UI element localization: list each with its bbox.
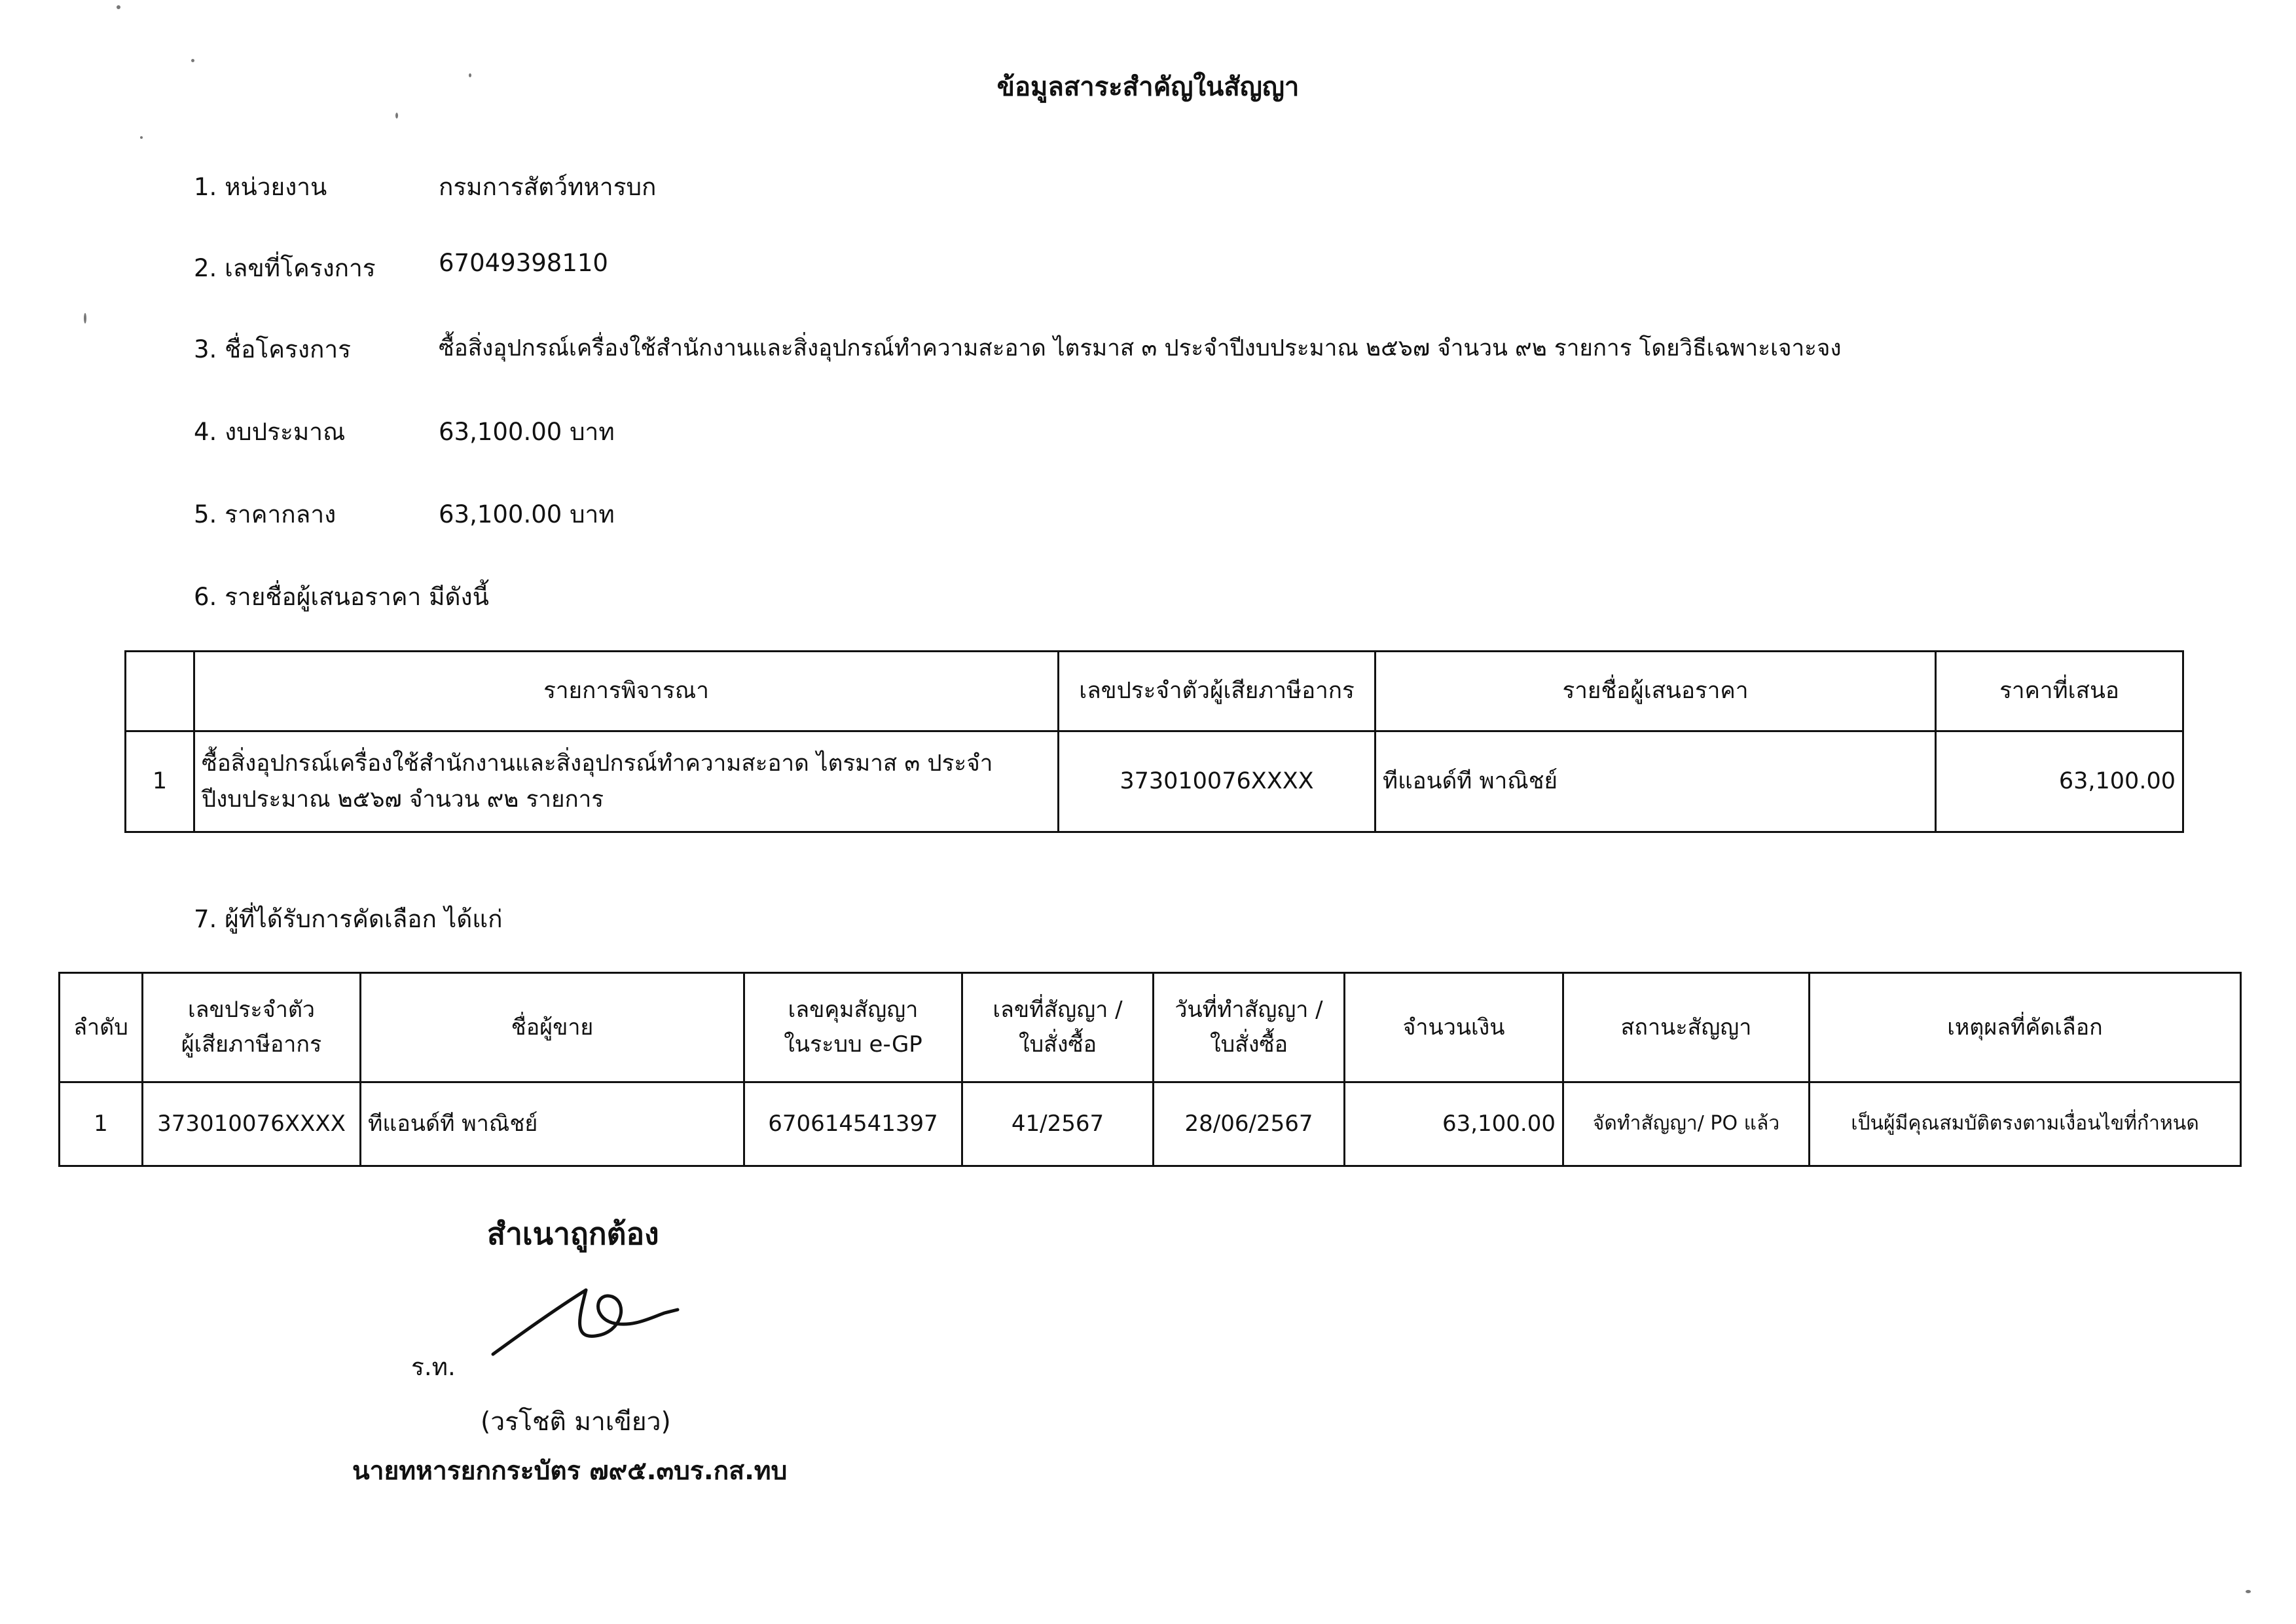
winner-row-status: จัดทำสัญญา/ PO แล้ว xyxy=(1563,1082,1810,1166)
item-4-label: 4. งบประมาณ xyxy=(194,418,346,446)
winners-header-row xyxy=(60,973,2241,1082)
winners-header-egp xyxy=(744,973,962,1082)
winner-row-contract-no: 41/2567 xyxy=(962,1082,1154,1166)
winners-header-order xyxy=(60,973,143,1082)
bidders-header-price: ราคาที่เสนอ xyxy=(1936,652,2183,731)
item-1-label: 1. หน่วยงาน xyxy=(194,173,327,201)
winners-table xyxy=(58,972,2242,1167)
winners-header-egp-line1: เลขคุมสัญญา xyxy=(788,997,919,1024)
winners-header-contract-no xyxy=(962,973,1154,1082)
winners-header-egp-line2: ในระบบ e-GP xyxy=(784,1031,922,1058)
bidders-header-row xyxy=(126,652,2183,731)
winner-row-tax-id: 373010076XXXX xyxy=(143,1082,361,1166)
signer-position: นายทหารยกกระบัตร ๗๙๕.๓บร.กส.ทบ xyxy=(352,1456,788,1486)
winners-heading: 7. ผู้ที่ได้รับการคัดเลือก ได้แก่ xyxy=(194,905,503,933)
winners-header-contract-no-line1: เลขที่สัญญา / xyxy=(993,997,1123,1024)
winner-row-amount: 63,100.00 xyxy=(1345,1082,1563,1166)
winners-header-contract-no-line2: ใบสั่งซื้อ xyxy=(1018,1031,1097,1058)
bidders-table xyxy=(124,650,2184,833)
winners-header-contract-date xyxy=(1154,973,1345,1082)
scan-speck xyxy=(140,136,143,139)
certified-copy-stamp: สำเนาถูกต้อง xyxy=(487,1216,659,1251)
item-3-label: 3. ชื่อโครงการ xyxy=(194,335,352,363)
bidder-row-item-line2: ปีงบประมาณ ๒๕๖๗ จำนวน ๙๒ รายการ xyxy=(202,786,604,813)
document-title: ข้อมูลสาระสำคัญในสัญญา xyxy=(996,72,1300,102)
table-row xyxy=(60,1082,2241,1166)
item-2-label: 2. เลขที่โครงการ xyxy=(194,254,376,282)
bidders-header-tax-id: เลขประจำตัวผู้เสียภาษีอากร xyxy=(1059,652,1376,731)
signer-rank: ร.ท. xyxy=(411,1353,456,1381)
winner-row-contract-date: 28/06/2567 xyxy=(1154,1082,1345,1166)
winners-header-seller-text: ชื่อผู้ขาย xyxy=(511,1014,594,1041)
bidder-row-item-line1: ซื้อสิ่งอุปกรณ์เครื่องใช้สำนักงานและสิ่งอุปกรณ์ทำความสะอาด ไตรมาส ๓ ประจำ xyxy=(202,750,993,777)
winners-header-reason xyxy=(1810,973,2241,1082)
winners-header-contract-date-line1: วันที่ทำสัญญา / xyxy=(1175,997,1323,1024)
winner-row-seller: ทีแอนด์ที พาณิชย์ xyxy=(361,1082,744,1166)
winners-header-reason-text: เหตุผลที่คัดเลือก xyxy=(1947,1014,2103,1041)
scan-speck xyxy=(2246,1590,2251,1593)
signature xyxy=(488,1277,684,1362)
scan-speck xyxy=(191,59,194,62)
item-2-value: 67049398110 xyxy=(439,249,608,277)
bidders-header-bidder: รายชื่อผู้เสนอราคา xyxy=(1376,652,1936,731)
winners-header-seller xyxy=(361,973,744,1082)
bidder-row-name: ทีแอนด์ที พาณิชย์ xyxy=(1376,731,1936,832)
bidder-row-price: 63,100.00 xyxy=(1936,731,2183,832)
item-3-value: ซื้อสิ่งอุปกรณ์เครื่องใช้สำนักงานและสิ่งอุปกรณ์ทำความสะอาด ไตรมาส ๓ ประจำปีงบประมาณ ๒๕๖๗ จำนวน ๙๒ รายการ โดยวิธีเฉพาะเจาะจง xyxy=(439,335,1842,361)
bidder-row-item xyxy=(194,731,1059,832)
scan-speck xyxy=(84,313,86,323)
winners-header-tax-id-line1: เลขประจำตัว xyxy=(188,997,315,1024)
winners-header-status xyxy=(1563,973,1810,1082)
bidder-row-tax-id: 373010076XXXX xyxy=(1059,731,1376,832)
item-4-value: 63,100.00 บาท xyxy=(439,418,615,446)
signer-name: (วรโชติ มาเขียว) xyxy=(481,1407,671,1437)
bidders-heading: 6. รายชื่อผู้เสนอราคา มีดังนี้ xyxy=(194,583,489,611)
winners-header-contract-date-line2: ใบสั่งซื้อ xyxy=(1209,1031,1288,1058)
winner-row-no: 1 xyxy=(60,1082,143,1166)
winners-header-amount-text: จำนวนเงิน xyxy=(1402,1014,1505,1041)
scan-speck xyxy=(469,73,471,77)
table-row xyxy=(126,731,2183,832)
bidders-header-item: รายการพิจารณา xyxy=(194,652,1059,731)
item-1-value: กรมการสัตว์ทหารบก xyxy=(439,173,657,201)
scan-speck xyxy=(395,113,398,119)
item-5-value: 63,100.00 บาท xyxy=(439,500,615,528)
item-5-label: 5. ราคากลาง xyxy=(194,500,337,528)
winners-header-tax-id xyxy=(143,973,361,1082)
scan-speck xyxy=(117,5,120,9)
bidders-header-no xyxy=(126,652,194,731)
winners-header-status-text: สถานะสัญญา xyxy=(1620,1014,1752,1041)
bidder-row-no: 1 xyxy=(126,731,194,832)
winners-header-amount xyxy=(1345,973,1563,1082)
winner-row-reason: เป็นผู้มีคุณสมบัติตรงตามเงื่อนไขที่กำหนด xyxy=(1810,1082,2241,1166)
winners-header-order-text: ลำดับ xyxy=(73,1014,128,1041)
winner-row-egp-no: 670614541397 xyxy=(744,1082,962,1166)
winners-header-tax-id-line2: ผู้เสียภาษีอากร xyxy=(181,1031,322,1058)
